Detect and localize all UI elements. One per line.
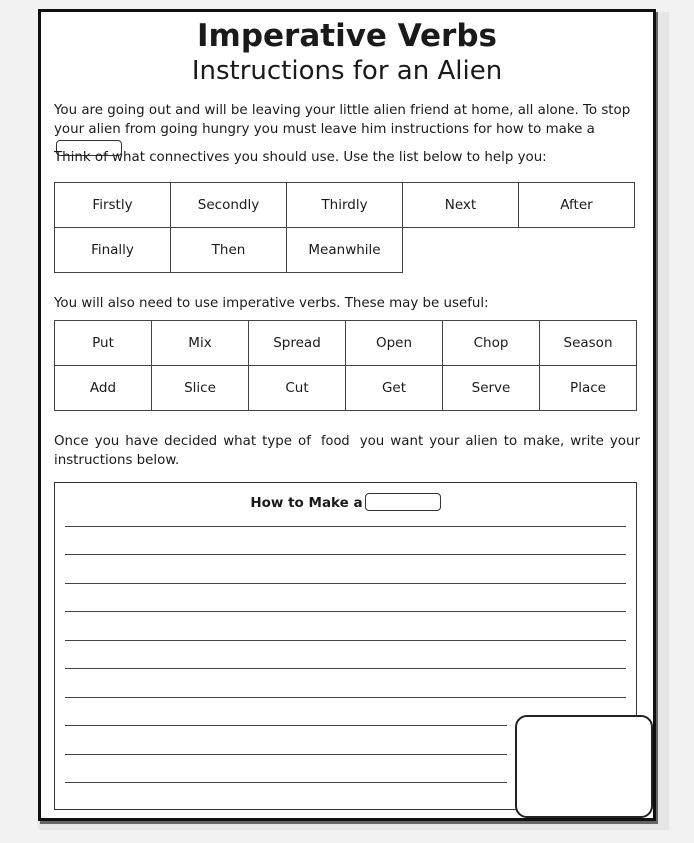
writing-line[interactable] bbox=[65, 697, 626, 698]
connective-cell: Firstly bbox=[55, 183, 171, 228]
writing-line[interactable] bbox=[65, 754, 507, 755]
writing-line[interactable] bbox=[65, 668, 626, 669]
verb-cell: Get bbox=[346, 366, 443, 411]
table-row bbox=[55, 366, 637, 411]
page-title: Imperative Verbs bbox=[197, 18, 497, 54]
connectives-table bbox=[54, 182, 635, 273]
connective-cell: Thirdly bbox=[287, 183, 403, 228]
table-row bbox=[55, 228, 635, 273]
empty-cell bbox=[403, 228, 519, 273]
connective-cell: Meanwhile bbox=[287, 228, 403, 273]
verb-cell: Spread bbox=[249, 321, 346, 366]
empty-cell bbox=[519, 228, 635, 273]
verb-cell: Add bbox=[55, 366, 152, 411]
connective-cell: After bbox=[519, 183, 635, 228]
decide-text-after: you want your alien to make, write your instructions below. bbox=[54, 434, 640, 468]
verbs-prompt: You will also need to use imperative verbs. These may be useful: bbox=[54, 296, 489, 311]
page-subtitle: Instructions for an Alien bbox=[191, 56, 503, 86]
decide-text-before: Once you have decided what type of bbox=[54, 434, 311, 449]
connective-cell: Finally bbox=[55, 228, 171, 273]
connective-cell: Next bbox=[403, 183, 519, 228]
verb-cell: Season bbox=[540, 321, 637, 366]
verbs-table bbox=[54, 320, 637, 411]
page-shadow-bottom bbox=[38, 820, 669, 830]
answer-heading-text: How to Make a bbox=[250, 495, 363, 511]
connective-cell: Secondly bbox=[171, 183, 287, 228]
intro-text: You are going out and will be leaving your little alien friend at home, all alone. To stop your alien from going hungry you must leave him instructions for how to make a bbox=[54, 103, 631, 137]
decide-paragraph bbox=[54, 432, 640, 470]
writing-line[interactable] bbox=[65, 640, 626, 641]
verb-cell: Open bbox=[346, 321, 443, 366]
table-row bbox=[55, 321, 637, 366]
writing-line[interactable] bbox=[65, 725, 507, 726]
answer-heading bbox=[55, 493, 636, 511]
table-row bbox=[55, 183, 635, 228]
connective-cell: Then bbox=[171, 228, 287, 273]
verb-cell: Mix bbox=[152, 321, 249, 366]
writing-line[interactable] bbox=[65, 526, 626, 527]
verb-cell: Chop bbox=[443, 321, 540, 366]
verb-cell: Slice bbox=[152, 366, 249, 411]
drawing-box[interactable] bbox=[515, 715, 653, 818]
verb-cell: Put bbox=[55, 321, 152, 366]
writing-line[interactable] bbox=[65, 554, 626, 555]
writing-line[interactable] bbox=[65, 611, 626, 612]
page-shadow-right bbox=[655, 12, 669, 830]
verb-cell: Place bbox=[540, 366, 637, 411]
worksheet-page bbox=[38, 9, 656, 821]
answer-food-blank-input[interactable] bbox=[365, 493, 441, 511]
verb-cell: Cut bbox=[249, 366, 346, 411]
verb-cell: Serve bbox=[443, 366, 540, 411]
writing-line[interactable] bbox=[65, 782, 507, 783]
writing-line[interactable] bbox=[65, 583, 626, 584]
food-word: food bbox=[320, 434, 350, 449]
connectives-prompt: Think of what connectives you should use. Use the list below to help you: bbox=[54, 150, 547, 165]
